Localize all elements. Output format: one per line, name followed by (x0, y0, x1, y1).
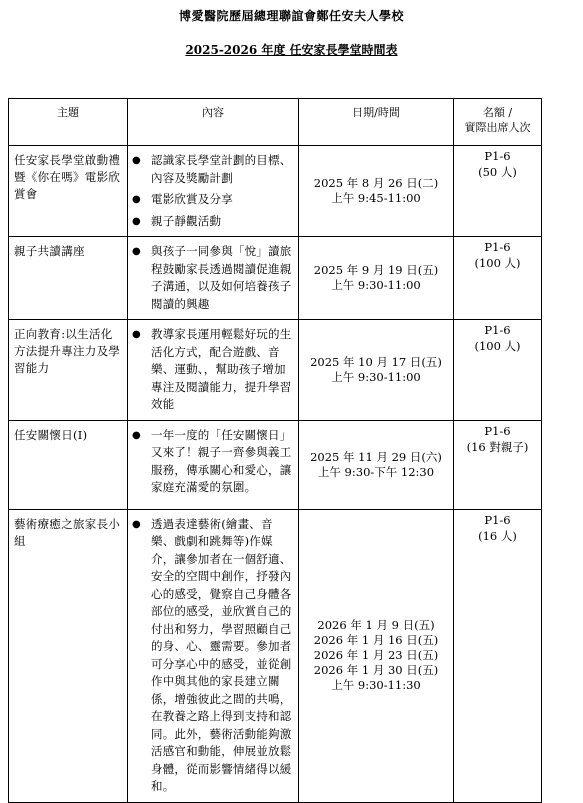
topic-cell: 任安關懷日(I) (9, 420, 128, 509)
content-cell (128, 320, 299, 421)
datetime-cell: 2025 年 9 月 19 日(五) 上午 9:30-11:00 (299, 237, 454, 320)
header-topic: 主題 (9, 99, 128, 146)
content-cell (128, 237, 299, 320)
table-row (9, 320, 542, 421)
content-cell (128, 420, 299, 509)
table-header-row (9, 99, 542, 146)
content-item: ● 與孩子一同參與「悅」讀旅程鼓勵家長透過閱讀促進親子溝通，以及如何培養孩子閱讀的興趣 (132, 244, 292, 311)
topic-cell: 任安家長學堂啟動禮暨《你在嗎》電影欣賞會 (9, 146, 128, 237)
datetime-cell: 2025 年 10 月 17 日(五) 上午 9:30-11:00 (299, 320, 454, 421)
content-cell (128, 146, 299, 237)
quota-cell: P1-6 (100 人) (454, 320, 542, 421)
header-quota: 名額 / 實際出席人次 (454, 99, 542, 146)
quota-cell: P1-6 (16 人) (454, 509, 542, 802)
quota-cell: P1-6 (16 對親子) (454, 420, 542, 509)
topic-cell: 正向教育:以生活化方法提升專注力及學習能力 (9, 320, 128, 421)
topic-cell: 親子共讀講座 (9, 237, 128, 320)
table-row (9, 146, 542, 237)
datetime-cell: 2025 年 11 月 29 日(六) 上午 9:30-下午 12:30 (299, 420, 454, 509)
table-row (9, 237, 542, 320)
school-name: 博愛醫院歷屆總理聯誼會鄭任安夫人學校 (178, 9, 404, 23)
content-item: ● 認識家長學堂計劃的目標、內容及獎勵計劃 (132, 153, 292, 185)
datetime-cell: 2025 年 8 月 26 日(二) 上午 9:45-11:00 (299, 146, 454, 237)
quota-cell: P1-6 (50 人) (454, 146, 542, 237)
content-item: ● 親子靜觀活動 (132, 213, 222, 228)
quota-cell: P1-6 (100 人) (454, 237, 542, 320)
table-row (9, 420, 542, 509)
content-item: ● 教導家長運用輕鬆好玩的生活化方式，配合遊戲、音樂、運動、，幫助孩子增加專注及閱讀能力，提升學習效能 (132, 327, 292, 411)
content-item: ● 一年一度的「任安關懷日」又來了！親子一齊參與義工服務，傳承關心和愛心，讓家庭充滿愛的氛圍。 (132, 427, 292, 494)
header-datetime: 日期/時間 (299, 99, 454, 146)
page-title: 2025-2026 年度 任安家長學堂時間表 (185, 43, 398, 57)
content-cell (128, 509, 299, 802)
header-content: 內容 (128, 99, 299, 146)
topic-cell: 藝術療癒之旅家長小組 (9, 509, 128, 802)
table-row (9, 509, 542, 802)
datetime-cell: 2026 年 1 月 9 日(五) 2026 年 1 月 16 日(五) 2026 年 1 月 23 日(五) 2026 年 1 月 30 日(五) 上午 9:30-11:30 (299, 509, 454, 802)
content-item: ● 電影欣賞及分享 (132, 192, 233, 206)
content-item: ● 透過表達藝術(繪畫、音樂、戲劇和跳舞等)作媒介，讓參加者在一個舒適、安全的空間中創作，抒發內心的感受，覺察自己身體各部位的感受，並欣賞自己的付出和努力，學習照顧自己的身、心、靈需要。參加者可分享心中的感受，並從創作中與其他的家長建立關係，增強彼此之間的共鳴，在教養之路上得到支持和認同。此外，藝術活動能夠激活感官和動能，伸展並放鬆身體，從而影響情緒得以緩和。 (132, 516, 292, 793)
schedule-table (8, 98, 542, 803)
